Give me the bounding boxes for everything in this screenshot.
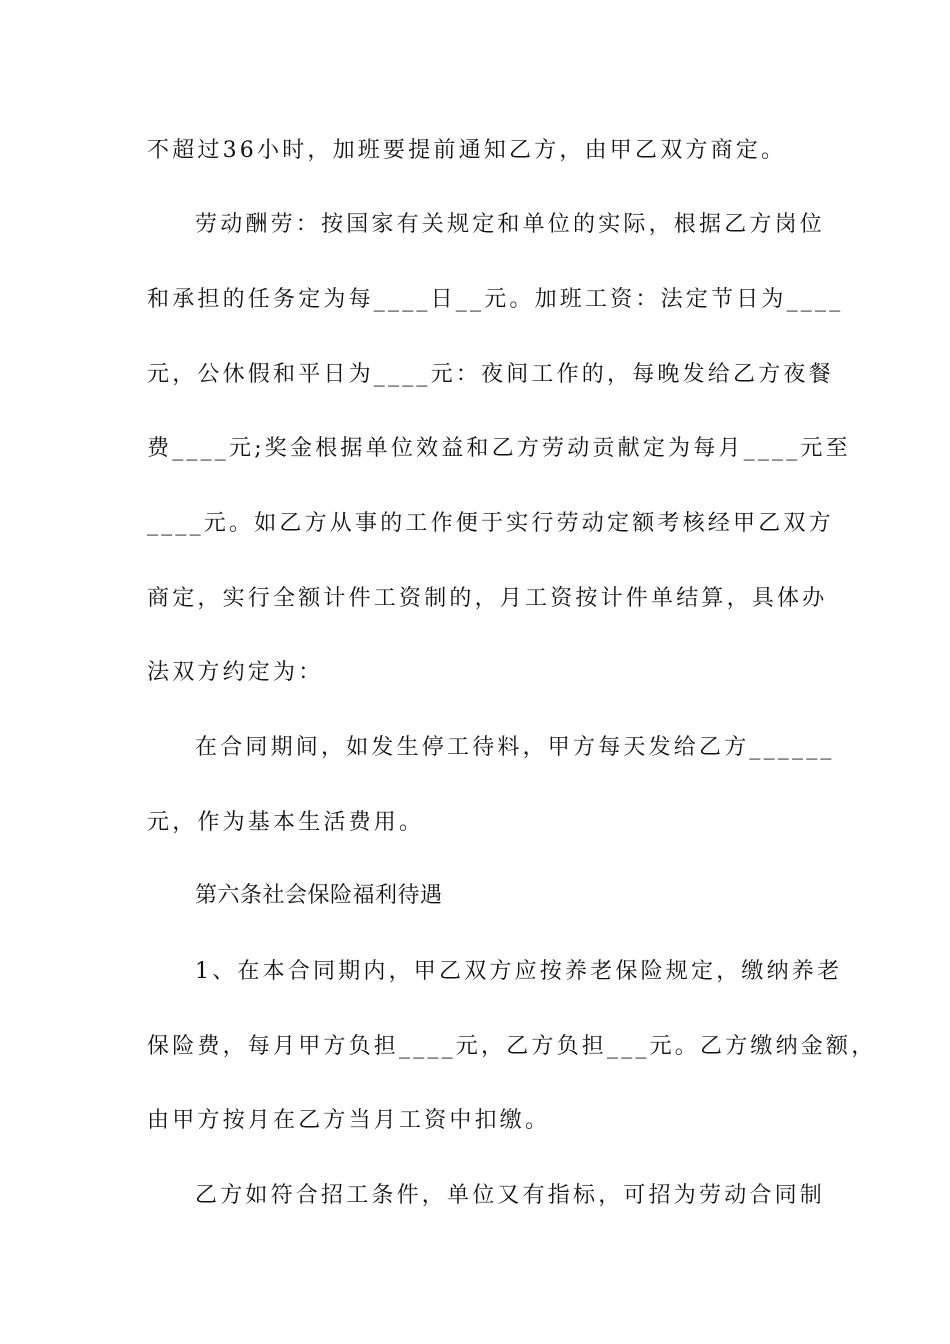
- paragraph-line-15: 乙方如符合招工条件，单位又有指标，可招为劳动合同制: [195, 1183, 826, 1208]
- paragraph-line-6: ____元。如乙方从事的工作便于实行劳动定额考核经甲乙双方: [147, 511, 834, 536]
- paragraph-line-1: 不超过36小时，加班要提前通知乙方，由甲乙双方商定。: [147, 138, 787, 163]
- paragraph-line-4: 元，公休假和平日为____元：夜间工作的，每晚发给乙方夜餐: [147, 362, 834, 387]
- paragraph-line-10: 元，作为基本生活费用。: [147, 810, 425, 835]
- paragraph-line-14: 由甲方按月在乙方当月工资中扣缴。: [147, 1108, 551, 1133]
- paragraph-line-12: 1、在本合同期内，甲乙双方应按养老保险规定，缴纳养老: [195, 959, 843, 984]
- section-heading: 第六条社会保险福利待遇: [195, 883, 443, 908]
- paragraph-line-9: 在合同期间，如发生停工待料，甲方每天发给乙方______: [195, 735, 835, 760]
- paragraph-line-3: 和承担的任务定为每____日__元。加班工资：法定节日为____: [147, 287, 844, 312]
- paragraph-line-13: 保险费，每月甲方负担____元，乙方负担___元。乙方缴纳金额，: [147, 1034, 877, 1059]
- paragraph-line-2: 劳动酬劳：按国家有关规定和单位的实际，根据乙方岗位: [195, 212, 826, 237]
- paragraph-line-5: 费____元;奖金根据单位效益和乙方劳动贡献定为每月____元至: [147, 436, 851, 461]
- paragraph-line-7: 商定，实行全额计件工资制的，月工资按计件单结算，具体办: [147, 586, 828, 611]
- paragraph-line-8: 法双方约定为：: [147, 660, 324, 685]
